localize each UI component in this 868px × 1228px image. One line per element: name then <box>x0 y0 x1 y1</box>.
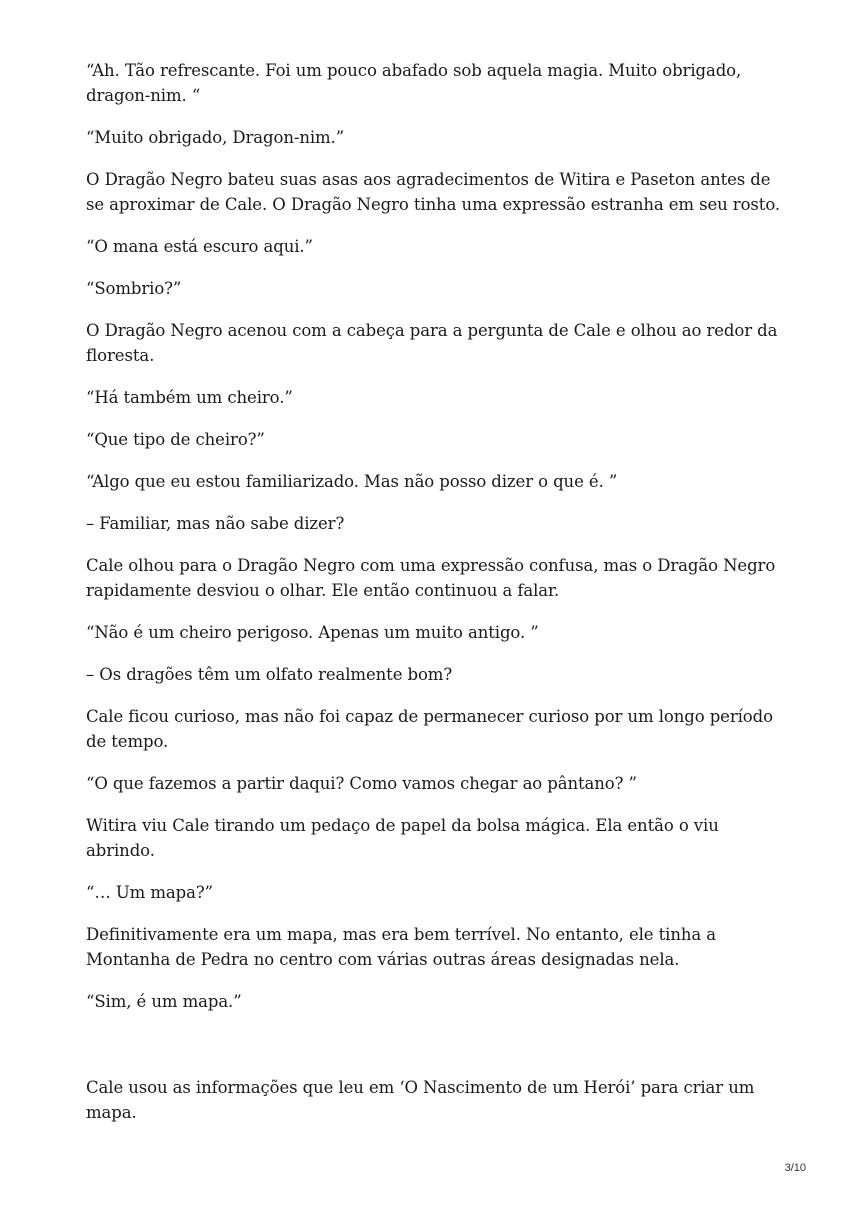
paragraph-7: “Há também um cheiro.” <box>86 388 293 407</box>
paragraph-19: “Sim, é um mapa.” <box>86 992 242 1011</box>
paragraph-16: Witira viu Cale tirando um pedaço de papel da bolsa mágica. Ela então o viu abrindo. <box>86 816 719 860</box>
document-body <box>86 58 786 1142</box>
paragraph-14: Cale ficou curioso, mas não foi capaz de permanecer curioso por um longo período de tempo. <box>86 707 773 751</box>
paragraph-11: Cale olhou para o Dragão Negro com uma expressão confusa, mas o Dragão Negro rapidamente desviou o olhar. Ele então continuou a falar. <box>86 556 776 600</box>
paragraph-18: Definitivamente era um mapa, mas era bem terrível. No entanto, ele tinha a Montanha de Pedra no centro com várias outras áreas designadas nela. <box>86 925 716 969</box>
paragraph-10: – Familiar, mas não sabe dizer? <box>86 514 345 533</box>
paragraph-3: O Dragão Negro bateu suas asas aos agradecimentos de Witira e Paseton antes de se aproximar de Cale. O Dragão Negro tinha uma expressão estranha em seu rosto. <box>86 170 781 214</box>
paragraph-1: “Ah. Tão refrescante. Foi um pouco abafado sob aquela magia. Muito obrigado, dragon-nim. “ <box>86 61 742 105</box>
paragraph-gap <box>86 1031 786 1075</box>
paragraph-15: “O que fazemos a partir daqui? Como vamos chegar ao pântano? ” <box>86 774 637 793</box>
paragraph-2: “Muito obrigado, Dragon-nim.” <box>86 128 345 147</box>
paragraph-12: “Não é um cheiro perigoso. Apenas um muito antigo. ” <box>86 623 539 642</box>
paragraph-17: “… Um mapa?” <box>86 883 213 902</box>
paragraph-6: O Dragão Negro acenou com a cabeça para a pergunta de Cale e olhou ao redor da floresta. <box>86 321 778 365</box>
paragraph-5: “Sombrio?” <box>86 279 182 298</box>
paragraph-8: “Que tipo de cheiro?” <box>86 430 265 449</box>
paragraph-13: – Os dragões têm um olfato realmente bom? <box>86 665 453 684</box>
paragraph-9: “Algo que eu estou familiarizado. Mas não posso dizer o que é. ” <box>86 472 618 491</box>
paragraph-20: Cale usou as informações que leu em ‘O Nascimento de um Herói’ para criar um mapa. <box>86 1078 755 1122</box>
page-number: 3/10 <box>784 1162 806 1174</box>
paragraph-4: “O mana está escuro aqui.” <box>86 237 313 256</box>
